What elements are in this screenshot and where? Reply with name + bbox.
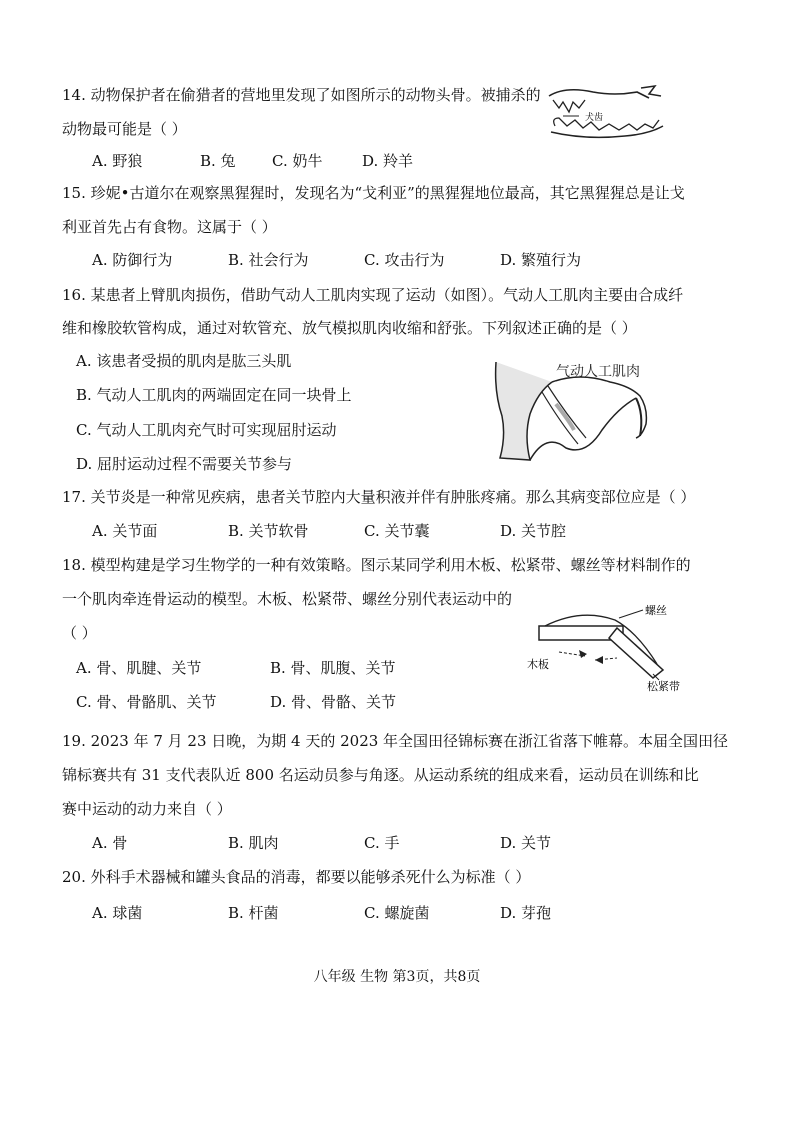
q14-option-b: B. 兔 <box>200 152 236 170</box>
q14-option-d: D. 羚羊 <box>362 152 414 170</box>
q15-stem-line2: 利亚首先占有食物。这属于（ ） <box>62 218 277 236</box>
figure-label-board: 木板 <box>527 658 549 671</box>
q18-option-d: D. 骨、骨骼、关节 <box>270 693 397 711</box>
q19-stem-line2: 锦标赛共有 31 支代表队近 800 名运动员参与角逐。从运动系统的组成来看，运动员在训练和比 <box>62 766 699 784</box>
q18-stem-line3: （ ） <box>62 624 97 642</box>
q20-option-c: C. 螺旋菌 <box>364 904 430 922</box>
q19-option-d: D. 关节 <box>500 834 552 852</box>
q16-option-c: C. 气动人工肌肉充气时可实现屈肘运动 <box>76 421 337 439</box>
q15-option-a: A. 防御行为 <box>92 251 173 269</box>
q14-option-a: A. 野狼 <box>92 152 143 170</box>
arm-muscle-figure <box>490 352 662 464</box>
q17-stem-line1: 17. 关节炎是一种常见疾病，患者关节腔内大量积液并伴有肿胀疼痛。那么其病变部位应是（ ） <box>62 488 696 506</box>
q20-option-b: B. 杆菌 <box>228 904 279 922</box>
q14-stem-line1: 14. 动物保护者在偷猎者的营地里发现了如图所示的动物头骨。被捕杀的 <box>62 86 541 104</box>
q16-option-d: D. 屈肘运动过程不需要关节参与 <box>76 455 293 473</box>
q18-option-b: B. 骨、肌腹、关节 <box>270 659 396 677</box>
q19-option-a: A. 骨 <box>92 834 128 852</box>
skull-figure-label: 犬齿 <box>585 113 604 123</box>
q18-option-a: A. 骨、肌腱、关节 <box>76 659 202 677</box>
q20-option-d: D. 芽孢 <box>500 904 552 922</box>
q16-option-b: B. 气动人工肌肉的两端固定在同一块骨上 <box>76 386 352 404</box>
q20-stem-line1: 20. 外科手术器械和罐头食品的消毒，都要以能够杀死什么为标准（ ） <box>62 868 531 886</box>
q17-option-b: B. 关节软骨 <box>228 522 309 540</box>
q19-stem-line3: 赛中运动的动力来自（ ） <box>62 800 232 818</box>
figure-label-band: 松紧带 <box>647 680 680 693</box>
q19-stem-line1: 19. 2023 年 7 月 23 日晚，为期 4 天的 2023 年全国田径锦标赛在浙江省落下帷幕。本届全国田径 <box>62 732 729 750</box>
q15-option-c: C. 攻击行为 <box>364 251 445 269</box>
q14-stem-line2: 动物最可能是（ ） <box>62 120 187 138</box>
q16-stem-line1: 16. 某患者上臂肌肉损伤，借助气动人工肌肉实现了运动（如图）。气动人工肌肉主要由合成纤 <box>62 286 684 304</box>
q17-option-a: A. 关节面 <box>92 522 158 540</box>
q18-option-c: C. 骨、骨骼肌、关节 <box>76 693 217 711</box>
q19-option-b: B. 肌肉 <box>228 834 279 852</box>
q20-option-a: A. 球菌 <box>92 904 143 922</box>
q17-option-d: D. 关节腔 <box>500 522 567 540</box>
q19-option-c: C. 手 <box>364 834 400 852</box>
page-footer: 八年级 生物 第3页，共8页 <box>313 969 481 985</box>
q15-option-d: D. 繁殖行为 <box>500 251 582 269</box>
q16-stem-line2: 维和橡胶软管构成，通过对软管充、放气模拟肌肉收缩和舒张。下列叙述正确的是（ ） <box>62 319 637 337</box>
q16-option-a: A. 该患者受损的肌肉是肱三头肌 <box>76 352 292 370</box>
skull-figure <box>545 82 675 144</box>
figure-label-screw: 螺丝 <box>645 604 667 617</box>
q18-stem-line2: 一个肌肉牵连骨运动的模型。木板、松紧带、螺丝分别代表运动中的 <box>62 590 513 608</box>
board-model-figure <box>525 604 690 694</box>
q18-stem-line1: 18. 模型构建是学习生物学的一种有效策略。图示某同学利用木板、松紧带、螺丝等材料制作的 <box>62 556 691 574</box>
arm-figure-label: 气动人工肌肉 <box>556 364 640 380</box>
q17-option-c: C. 关节囊 <box>364 522 430 540</box>
q15-option-b: B. 社会行为 <box>228 251 309 269</box>
q15-stem-line1: 15. 珍妮•古道尔在观察黑猩猩时，发现名为“戈利亚”的黑猩猩地位最高，其它黑猩猩总是让戈 <box>62 184 685 202</box>
q14-option-c: C. 奶牛 <box>272 152 323 170</box>
